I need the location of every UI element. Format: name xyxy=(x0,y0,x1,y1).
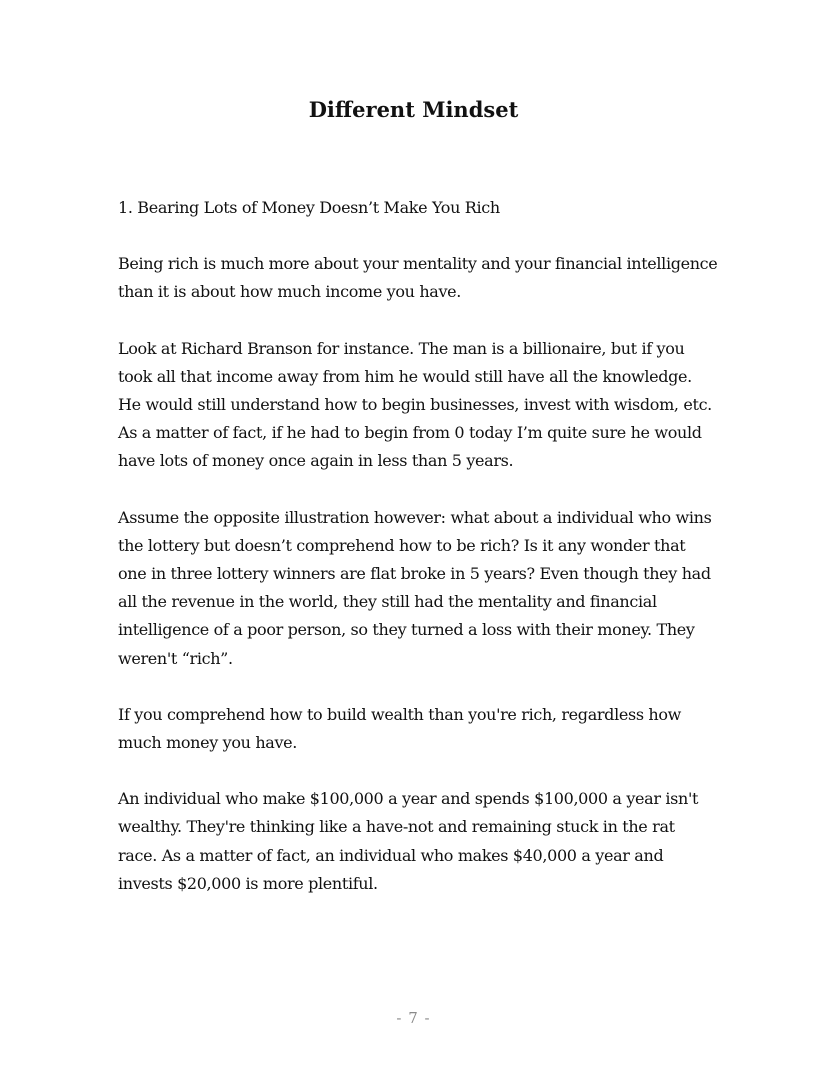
paragraph: Look at Richard Branson for instance. The man is a billionaire, but if you took all that income away from him he would still have all the knowledge. He would still understand how to begin businesses, invest with wisdom, etc. As a matter of fact, if he had to begin from 0 today I’m quite sure he would have lots of money once again in less than 5 years. xyxy=(118,338,712,471)
section-heading: 1. Bearing Lots of Money Doesn’t Make You Rich xyxy=(118,198,500,217)
page-title: Different Mindset xyxy=(308,97,519,122)
paragraph: Assume the opposite illustration however: what about a individual who wins the lottery but doesn’t comprehend how to be rich? Is it any wonder that one in three lottery winners are flat broke in 5 years? Even though they had all the revenue in the world, they still had the mentality and financial intelligence of a poor person, so they turned a loss with their money. They weren't “rich”. xyxy=(118,507,712,668)
paragraph: If you comprehend how to build wealth than you're rich, regardless how much money you have. xyxy=(118,704,682,753)
page-number: - 7 - xyxy=(396,1009,431,1027)
body-text xyxy=(118,194,718,926)
paragraph: Being rich is much more about your mentality and your financial intelligence than it is about how much income you have. xyxy=(118,254,718,302)
paragraph: An individual who make $100,000 a year and spends $100,000 a year isn't wealthy. They're thinking like a have-not and remaining stuck in the rat race. As a matter of fact, an individual who makes $40,000 a year and invests $20,000 is more plentiful. xyxy=(118,789,699,893)
